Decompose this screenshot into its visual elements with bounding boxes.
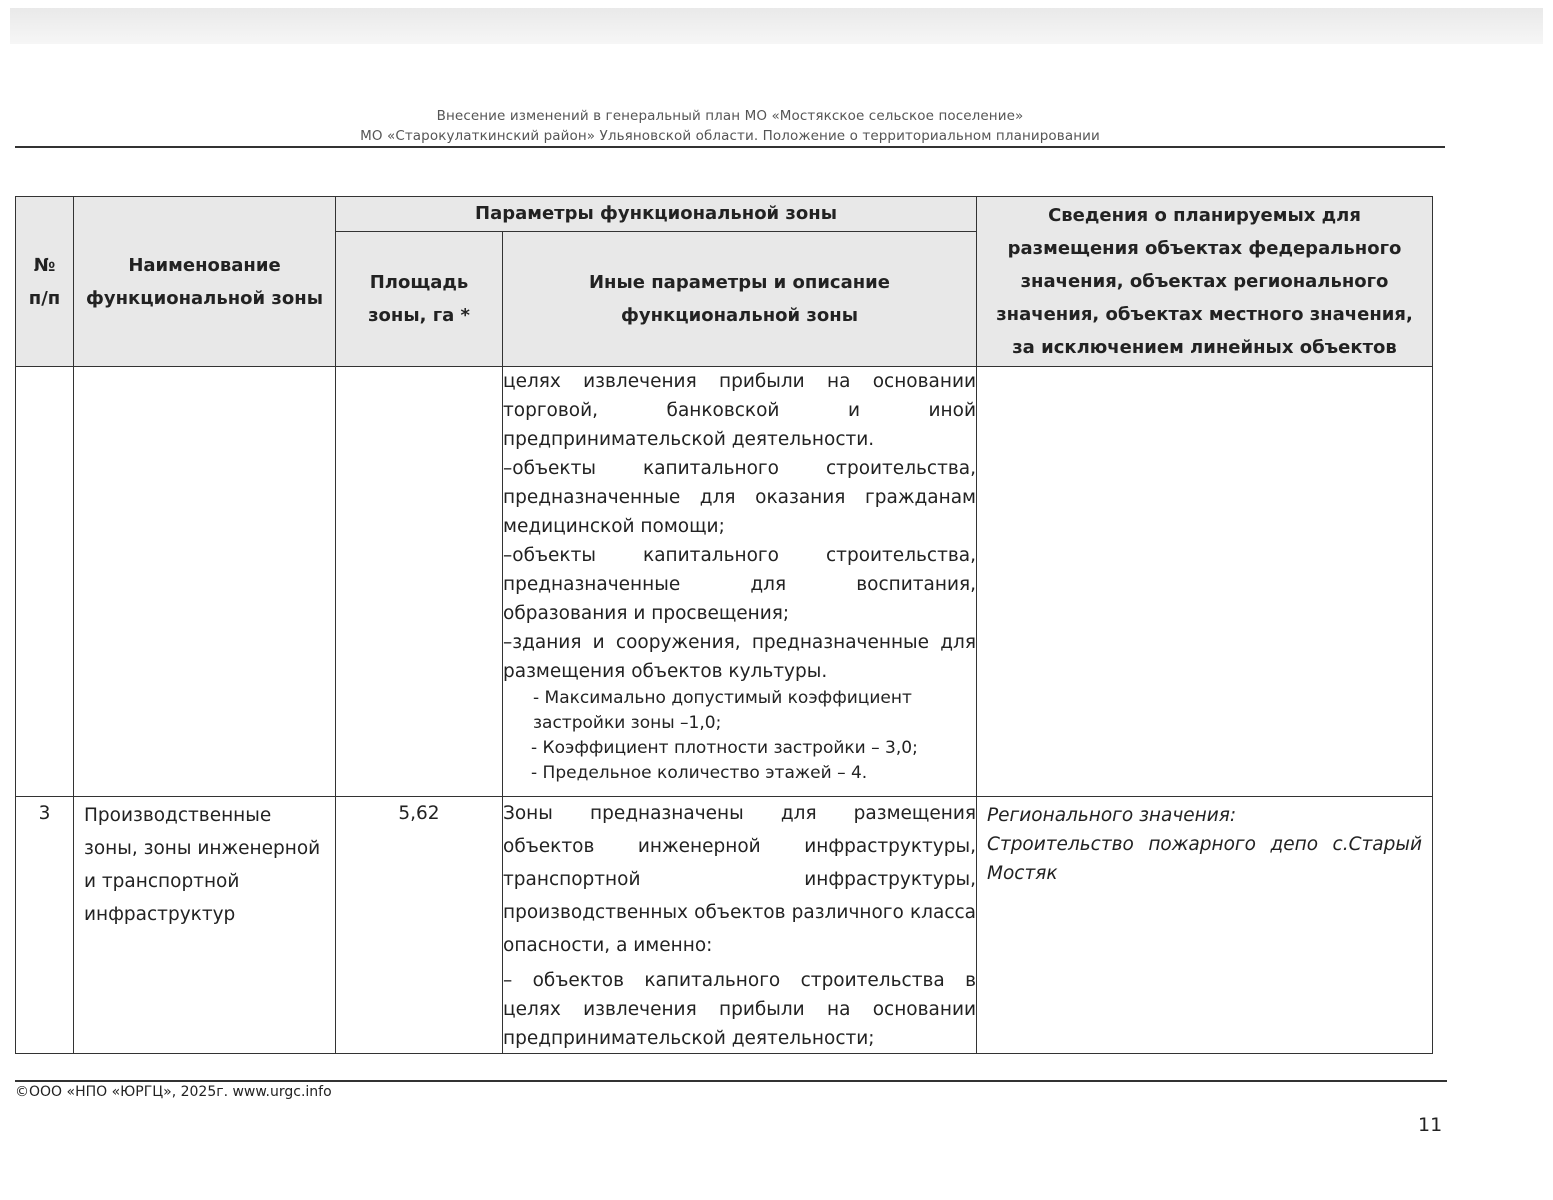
row-area [336,367,503,797]
page-number: 11 [1418,1114,1443,1136]
row-num [16,367,74,797]
row-description [503,367,977,797]
row-planned-objects [977,797,1433,1054]
table-row [16,367,1433,797]
header-line-2: МО «Старокулаткинский район» Ульяновской области. Положение о территориальном планировании [360,128,1100,144]
document-header [0,106,1460,146]
row-zone-name: Производственные зоны, зоны инженерной и транспортной инфраструктур [74,797,336,1054]
table-row [16,797,1433,1054]
description-paragraph: –объекты капитального строительства, предназначенные для воспитания, образования и просвещения; [503,545,976,624]
col-header-zone-name: Наименование функциональной зоны [74,197,336,367]
scan-edge-band [10,8,1543,44]
description-paragraph: –здания и сооружения, предназначенные для размещения объектов культуры. [503,632,976,682]
header-rule [15,146,1445,148]
functional-zones-table [15,196,1433,1054]
row-description [503,797,977,1054]
parameter-line: - Коэффициент плотности застройки – 3,0; [531,738,918,758]
col-header-other-params: Иные параметры и описание функциональной зоны [503,231,977,366]
col-header-planned-objects: Сведения о планируемых для размещения объектах федерального значения, объектах регионального значения, объектах местного значения, за исключением линейных объектов [977,197,1433,367]
description-paragraph: Зоны предназначены для размещения объектов инженерной инфраструктуры, транспортной инфраструктуры, производственных объектов различного класса опасности, а именно: [503,803,976,956]
parameter-line: - Максимально допустимый коэффициент застройки зоны –1,0; [533,688,912,733]
row-planned-objects [977,367,1433,797]
col-header-area: Площадь зоны, га * [336,231,503,366]
parameter-line: - Предельное количество этажей – 4. [531,763,868,783]
row-zone-name [74,367,336,797]
row-num: 3 [16,797,74,1054]
description-paragraph: –объекты капитального строительства, предназначенные для оказания гражданам медицинской помощи; [503,458,976,537]
objects-heading: Регионального значения: [987,805,1237,826]
footer-copyright: ©ООО «НПО «ЮРГЦ», 2025г. www.urgc.info [15,1084,332,1100]
header-line-1: Внесение изменений в генеральный план МО «Мостякское сельское поселение» [436,108,1024,124]
row-area: 5,62 [336,797,503,1054]
description-paragraph: целях извлечения прибыли на основании торговой, банковской и иной предпринимательской деятельности. [503,371,976,450]
footer-rule [15,1080,1447,1082]
col-header-params-group: Параметры функциональной зоны [336,197,977,232]
description-paragraph: – объектов капитального строительства в целях извлечения прибыли на основании предпринимательской деятельности; [503,970,976,1049]
col-header-num: № п/п [16,197,74,367]
objects-text: Строительство пожарного депо с.Старый Мостяк [987,834,1422,884]
